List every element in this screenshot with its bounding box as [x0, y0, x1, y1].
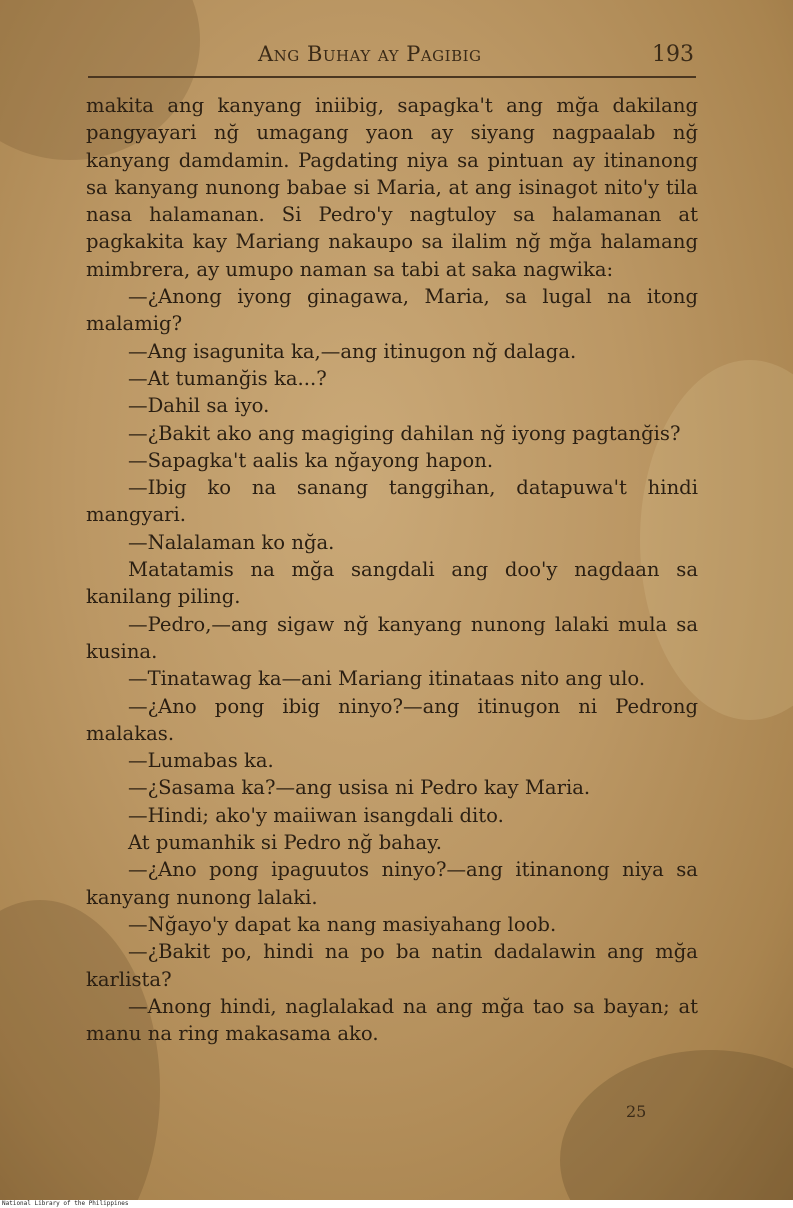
paragraph: —Hindi; ako'y maiiwan isangdali dito.	[128, 803, 504, 827]
running-title: Ang Buhay ay Pagibig	[258, 42, 482, 66]
paragraph: —Nalalaman ko nğa.	[128, 530, 335, 554]
paragraph: —¿Ano pong ipaguutos ninyo?—ang itinanong niya sa kanyang nunong lalaki.	[86, 858, 698, 909]
paragraph: —¿Sasama ka?—ang usisa ni Pedro kay Maria.	[128, 776, 591, 800]
paragraph: —Tinatawag ka—ani Mariang itinataas nito ang ulo.	[128, 667, 646, 691]
paragraph: —Pedro,—ang sigaw nğ kanyang nunong lalaki mula sa kusina.	[86, 612, 698, 663]
paragraph: —¿Anong iyong ginagawa, Maria, sa lugal na itong malamig?	[86, 285, 698, 336]
paragraph: —¿Bakit po, hindi na po ba natin dadalawin ang mğa karlista?	[86, 940, 698, 991]
page-header	[88, 38, 698, 72]
paragraph: —Ang isagunita ka,—ang itinugon nğ dalaga.	[128, 339, 577, 363]
paragraph: Matatamis na mğa sangdali ang doo'y nagdaan sa kanilang piling.	[86, 558, 698, 609]
footer-band	[0, 1200, 793, 1208]
body-text	[86, 92, 698, 1047]
signature-mark: 25	[626, 1102, 647, 1121]
paragraph: At pumanhik si Pedro nğ bahay.	[128, 831, 442, 855]
paragraph: —¿Bakit ako ang magiging dahilan nğ iyong pagtanğis?	[128, 421, 681, 445]
page-number: 193	[652, 42, 694, 67]
paragraph: —Anong hindi, naglalakad na ang mğa tao sa bayan; at manu na ring makasama ako.	[86, 994, 698, 1046]
paragraph: —Nğayo'y dapat ka nang masiyahang loob.	[128, 912, 557, 936]
paragraph: makita ang kanyang iniibig, sapagka't ang mğa dakilang pangyayari nğ umagang yaon ay siyang nagpaalab nğ kanyang damdamin. Pagdating niya sa pintuan ay itinanong sa kanyang nunong babae si Maria, at ang isinagot nito'y tila nasa halamanan. Si Pedro'y nagtuloy sa halamanan at pagkakita kay Mariang nakaupo sa ilalim nğ mğa halamang mimbrera, ay umupo naman sa tabi at saka nagwika:	[86, 94, 698, 281]
paragraph: —Sapagka't aalis ka nğayong hapon.	[128, 448, 494, 472]
paragraph: —Lumabas ka.	[128, 749, 274, 773]
header-rule	[88, 76, 696, 78]
paragraph: —Dahil sa iyo.	[128, 394, 270, 418]
paragraph: —Ibig ko na sanang tanggihan, datapuwa't hindi mangyari.	[86, 476, 698, 527]
paragraph: —At tumanğis ka...?	[128, 366, 327, 390]
paragraph: —¿Ano pong ibig ninyo?—ang itinugon ni Pedrong malakas.	[86, 694, 698, 745]
library-credit: National Library of the Philippines	[2, 1200, 129, 1207]
